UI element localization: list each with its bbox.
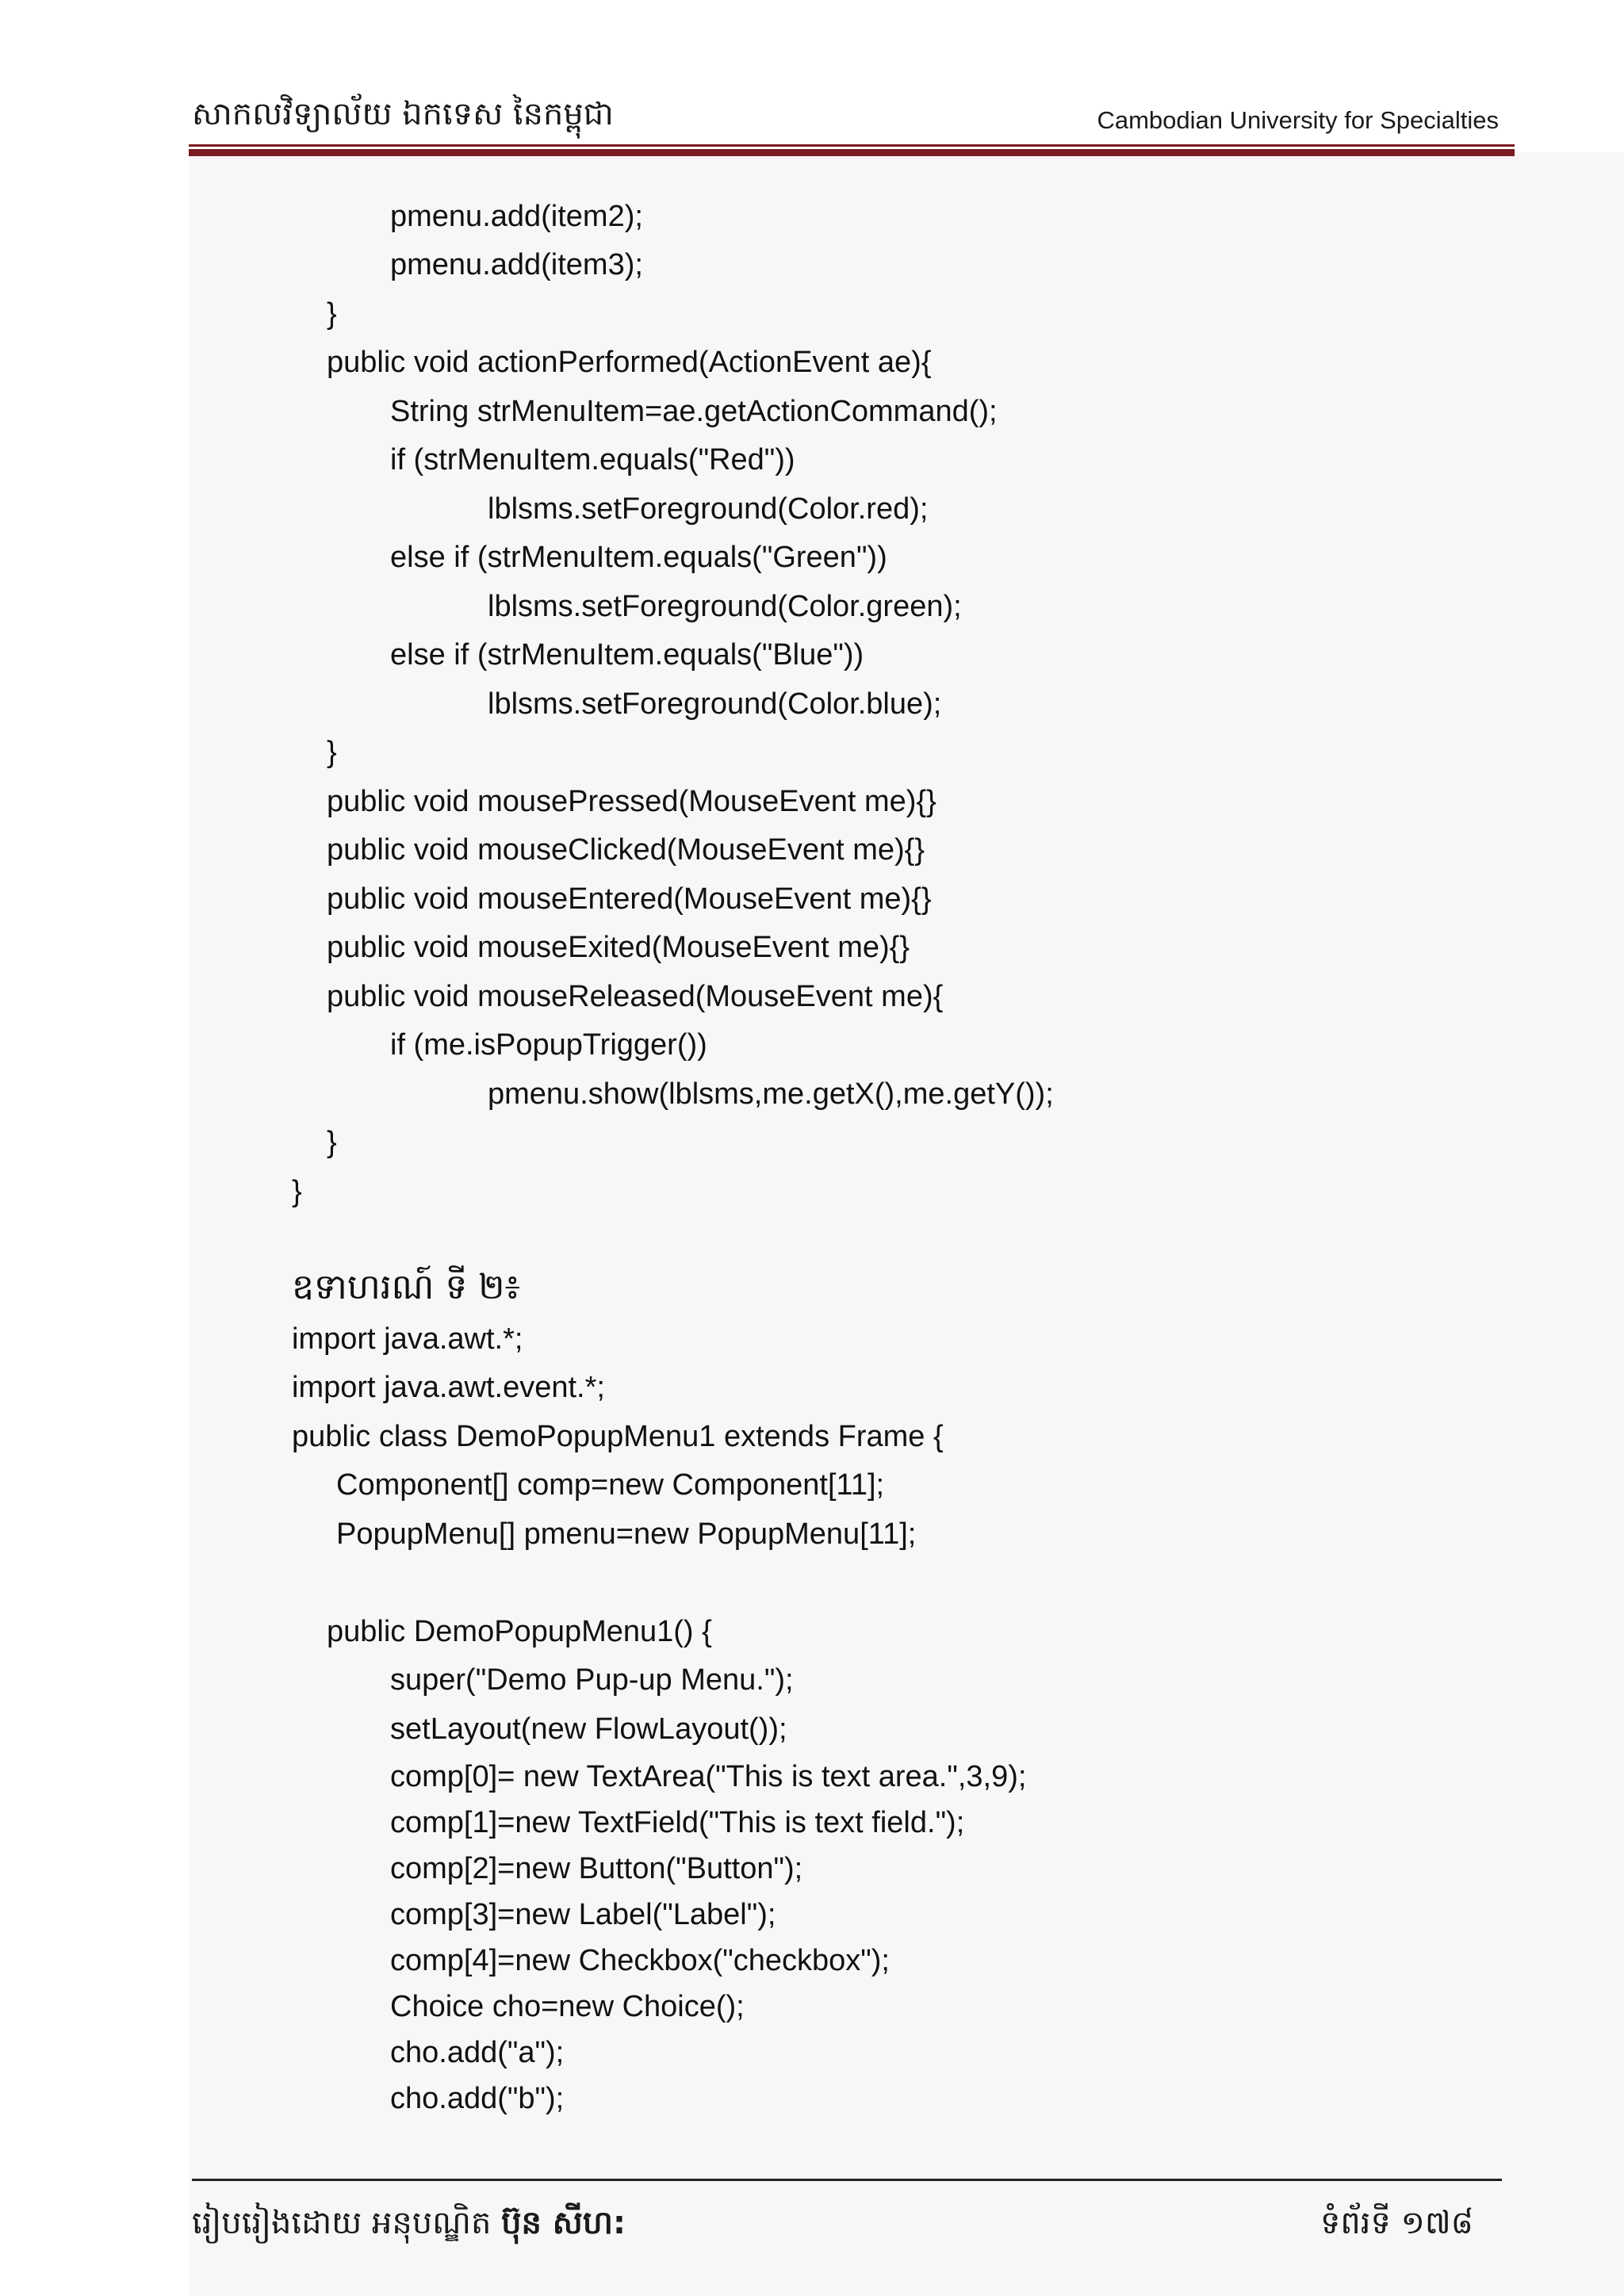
example-heading: ឧទាហរណ៍ ទី ២៖	[292, 1267, 520, 1307]
code-line: Choice cho=new Choice();	[390, 1990, 745, 2023]
code-line: cho.add("b");	[390, 2082, 565, 2115]
code-line: if (me.isPopupTrigger())	[390, 1028, 707, 1062]
code-line: else if (strMenuItem.equals("Green"))	[390, 541, 887, 574]
code-line: }	[327, 297, 337, 331]
code-line: public void mousePressed(MouseEvent me){}	[327, 785, 936, 818]
code-line: comp[0]= new TextArea("This is text area.",3,9);	[390, 1760, 1027, 1793]
header-rule-thin	[189, 144, 1515, 147]
code-line: public class DemoPopupMenu1 extends Frame {	[292, 1420, 944, 1453]
code-line: cho.add("a");	[390, 2036, 565, 2069]
code-line: public void mouseExited(MouseEvent me){}	[327, 931, 910, 964]
code-line: public DemoPopupMenu1() {	[327, 1615, 712, 1648]
code-line: else if (strMenuItem.equals("Blue"))	[390, 638, 864, 672]
code-line: lblsms.setForeground(Color.blue);	[488, 687, 942, 721]
code-line: pmenu.add(item2);	[390, 200, 643, 233]
header-university-english: Cambodian University for Specialties	[1097, 106, 1499, 134]
code-line: String strMenuItem=ae.getActionCommand();	[390, 395, 998, 428]
code-line: public void actionPerformed(ActionEvent ae){	[327, 346, 932, 379]
code-line: comp[3]=new Label("Label");	[390, 1898, 776, 1931]
code-line: setLayout(new FlowLayout());	[390, 1712, 787, 1746]
code-line: import java.awt.*;	[292, 1322, 523, 1356]
code-line: pmenu.show(lblsms,me.getX(),me.getY());	[488, 1077, 1054, 1111]
code-line: public void mouseReleased(MouseEvent me){	[327, 980, 944, 1013]
footer-author-prefix: រៀបរៀងដោយ អនុបណ្ឌិត	[192, 2205, 492, 2241]
code-line: lblsms.setForeground(Color.green);	[488, 590, 962, 623]
footer-page-number: ទំព័រទី ១៧៨	[1320, 2205, 1473, 2241]
code-line: }	[292, 1175, 302, 1208]
footer-author-name: ប៊ុន សីហ:	[501, 2205, 626, 2241]
footer-rule	[192, 2179, 1502, 2181]
code-line: }	[327, 736, 337, 769]
header-rule-thick	[189, 149, 1515, 156]
code-line: pmenu.add(item3);	[390, 248, 643, 281]
header-university-khmer: សាកលវិទ្យាល័យ ឯកទេស នៃកម្ពុជា	[192, 96, 614, 132]
code-line: super("Demo Pup-up Menu.");	[390, 1663, 794, 1697]
code-line: comp[4]=new Checkbox("checkbox");	[390, 1944, 890, 1977]
code-line: lblsms.setForeground(Color.red);	[488, 492, 929, 526]
code-line: comp[2]=new Button("Button");	[390, 1852, 803, 1885]
footer-author	[192, 2202, 626, 2244]
code-line: comp[1]=new TextField("This is text field.");	[390, 1806, 965, 1839]
code-line: public void mouseClicked(MouseEvent me){}	[327, 833, 925, 867]
code-line: public void mouseEntered(MouseEvent me){}	[327, 882, 932, 916]
code-line: import java.awt.event.*;	[292, 1371, 605, 1404]
code-line: }	[327, 1126, 337, 1159]
code-line: Component[] comp=new Component[11];	[336, 1468, 885, 1502]
code-line: PopupMenu[] pmenu=new PopupMenu[11];	[336, 1517, 917, 1551]
code-line: if (strMenuItem.equals("Red"))	[390, 443, 795, 476]
